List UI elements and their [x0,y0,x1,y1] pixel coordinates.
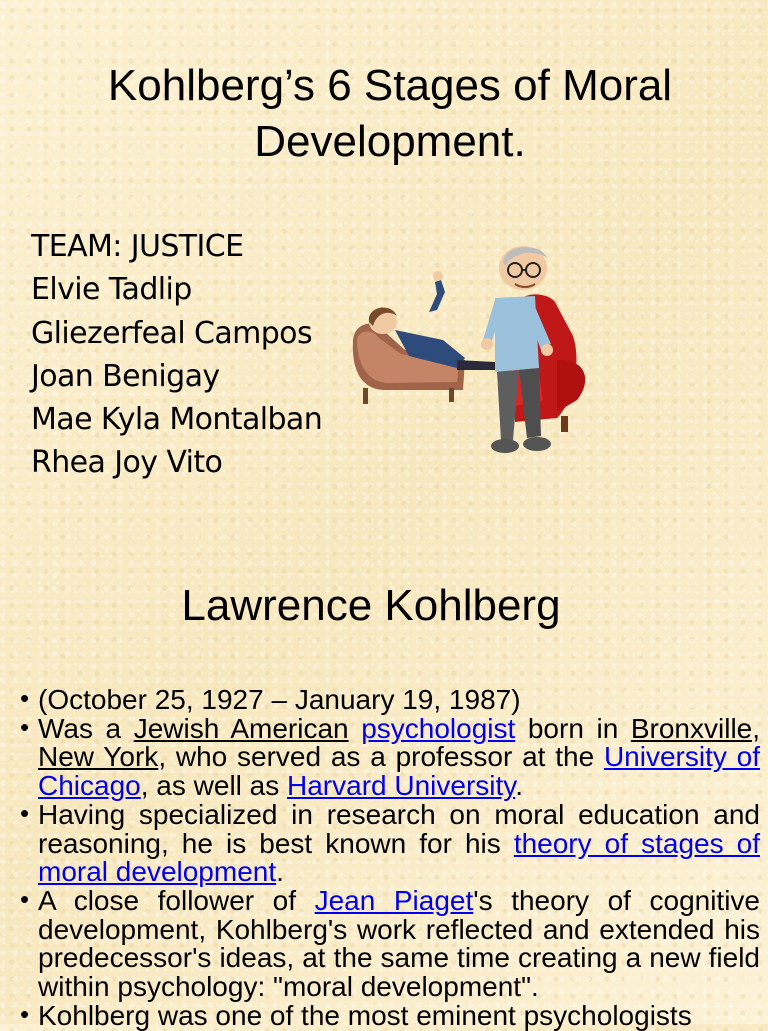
bio-bullet-list [20,686,760,1030]
link-jean-piaget[interactable]: Jean Piaget [314,884,474,916]
link-university-of-chicago[interactable]: University of Chicago [38,741,761,802]
bullet-piaget: • A close follower of Jean Piaget's theory of cognitive development, Kohlberg's work reflected and extended his predecessor's ideas, at the same time creating a new field within psychology: "moral development". [20,887,760,1002]
team-member: Elvie Tadlip [31,272,192,308]
link-bronxville[interactable]: Bronxville, New York [38,712,761,773]
link-theory-of-stages[interactable]: theory of stages of moral development [38,827,760,888]
team-member: Gliezerfeal Campos [31,315,312,351]
team-member: Rhea Joy Vito [31,445,223,481]
bullet-research: • Having specialized in research on moral education and reasoning, he is best known for his theory of stages of moral development. [20,801,760,887]
link-jewish-american[interactable]: Jewish American [133,712,349,744]
bullet-lifespan: • (October 25, 1927 – January 19, 1987) [20,686,760,715]
bullet-profession: • Was a Jewish American psychologist born in Bronxville, New York, who served as a professor at the University of Chicago, as well as Harvard University. [20,715,760,801]
slide-title: Kohlberg’s 6 Stages of Moral Development. [107,61,673,166]
bullet-eminence: • Kohlberg was one of the most eminent psychologists [20,1002,760,1031]
section-title: Lawrence Kohlberg [181,581,561,630]
team-list [31,225,322,485]
team-name: TEAM: JUSTICE [31,229,244,264]
link-harvard-university[interactable]: Harvard University [287,770,516,802]
link-psychologist[interactable]: psychologist [361,712,516,744]
therapist-couch-icon [345,240,610,475]
team-member: Mae Kyla Montalban [31,402,323,438]
team-member: Joan Benigay [31,358,220,394]
